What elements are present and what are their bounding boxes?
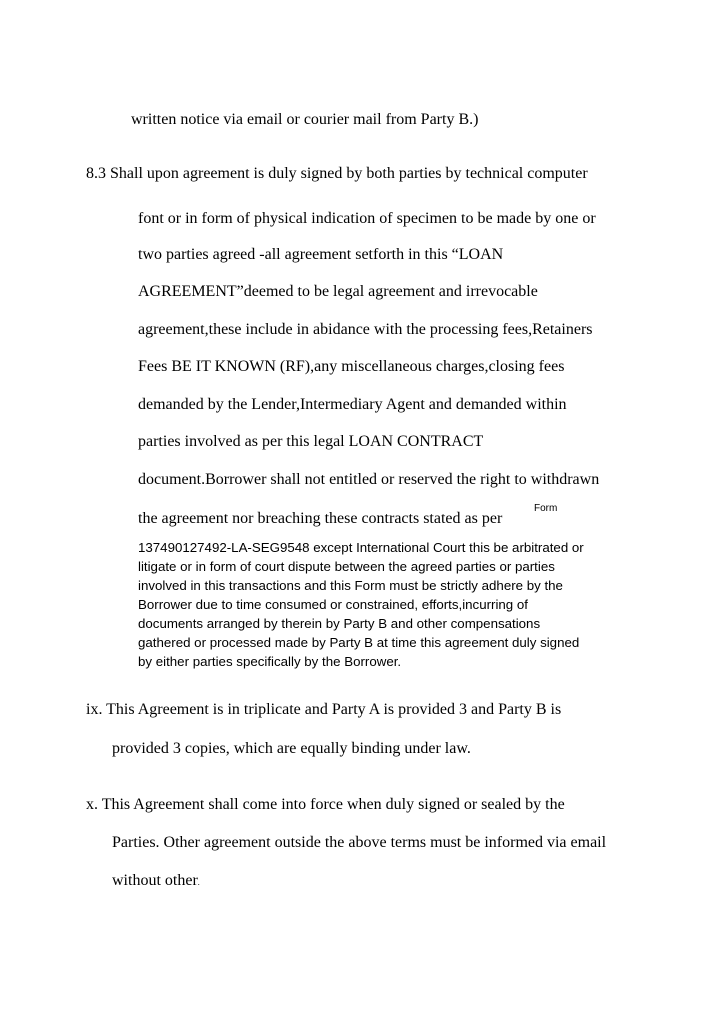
clause-8-3-line-7: demanded by the Lender,Intermediary Agent and demanded within (138, 396, 567, 413)
clause-8-3-line-10: the agreement nor breaching these contracts stated as per (138, 510, 503, 527)
clause-x-line-2: Parties. Other agreement outside the above terms must be informed via email (112, 834, 607, 851)
clause-8-3-line-5: agreement,these include in abidance with the processing fees,Retainers (138, 321, 593, 338)
clause-8-3-line-4: AGREEMENT”deemed to be legal agreement and irrevocable (138, 283, 538, 300)
clause-x-line-1: x. This Agreement shall come into force when duly signed or sealed by the (86, 796, 565, 813)
clause-8-3-small-line-6: gathered or processed made by Party B at time this agreement duly signed (138, 635, 580, 650)
clause-ix-line-2: provided 3 copies, which are equally binding under law. (112, 740, 471, 757)
clause-x-line-3-text: without other (112, 872, 198, 889)
clause-8-3-line-1: 8.3 Shall upon agreement is duly signed by both parties by technical computer (86, 165, 588, 182)
form-superscript: Form (534, 503, 558, 514)
clause-8-3-line-9: document.Borrower shall not entitled or reserved the right to withdrawn (138, 471, 600, 488)
clause-8-3-line-8: parties involved as per this legal LOAN CONTRACT (138, 433, 484, 450)
clause-ix-line-1: ix. This Agreement is in triplicate and Party A is provided 3 and Party B is (86, 701, 562, 718)
clause-8-3-small-line-5: documents arranged by therein by Party B and other compensations (138, 616, 541, 631)
trailing-period: . (197, 878, 200, 887)
clause-8-3-line-2: font or in form of physical indication of specimen to be made by one or (138, 210, 596, 227)
continuation-line: written notice via email or courier mail from Party B.) (131, 111, 479, 128)
clause-8-3-small-line-4: Borrower due to time consumed or constrained, efforts,incurring of (138, 597, 528, 612)
clause-8-3-small-line-1: 137490127492-LA-SEG9548 except International Court this be arbitrated or (138, 540, 584, 555)
clause-x-line-3 (112, 871, 200, 893)
clause-8-3-small-line-3: involved in this transactions and this Form must be strictly adhere by the (138, 578, 563, 593)
clause-8-3-line-3: two parties agreed -all agreement setforth in this “LOAN (138, 246, 504, 263)
clause-8-3-small-line-7: by either parties specifically by the Borrower. (138, 654, 402, 669)
clause-8-3-line-6: Fees BE IT KNOWN (RF),any miscellaneous charges,closing fees (138, 358, 565, 375)
clause-8-3-small-line-2: litigate or in form of court dispute between the agreed parties or parties (138, 559, 555, 574)
